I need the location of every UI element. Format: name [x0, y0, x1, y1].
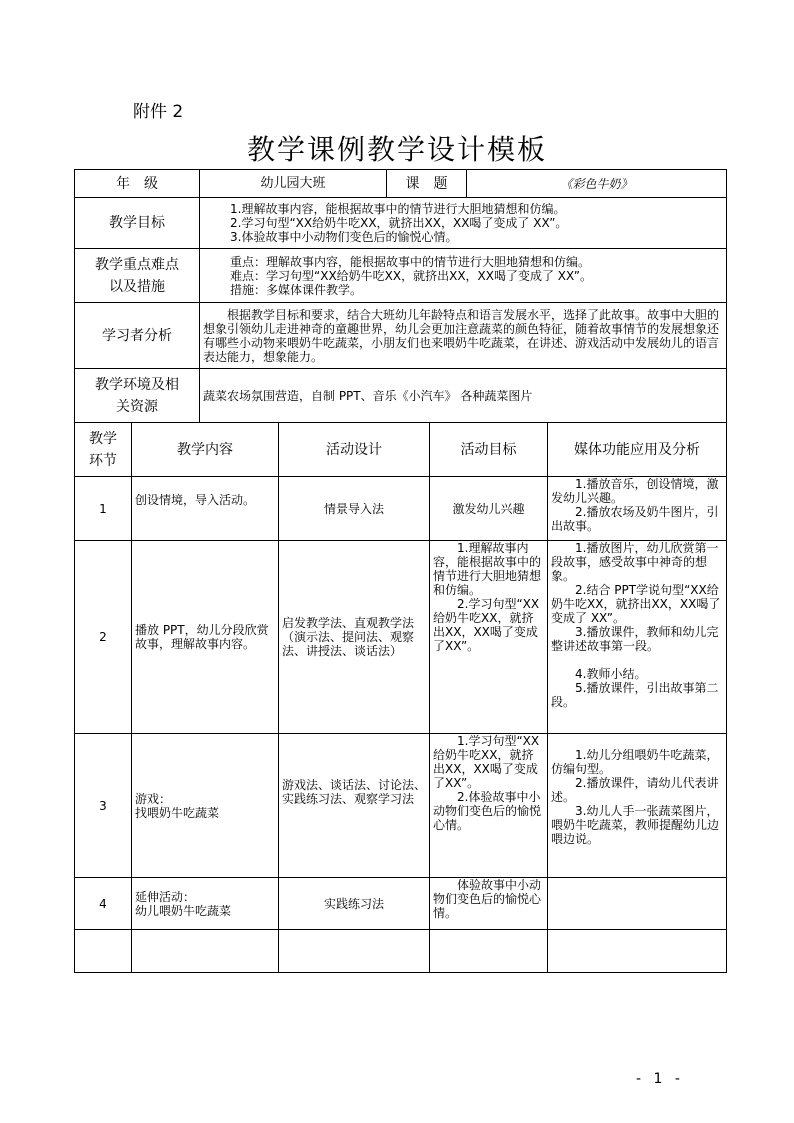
step-number: [75, 930, 132, 973]
step-design: [279, 930, 430, 973]
step-number: 4: [75, 878, 132, 930]
topic-label: 课 题: [387, 170, 467, 198]
step-number: 2: [75, 541, 132, 734]
step-media: 1.幼儿分组喂奶牛吃蔬菜，仿编句型。 2.播放课件，请幼儿代表讲述。 3.幼儿人手一张蔬菜图片，喂奶牛吃蔬菜，教师提醒幼儿边喂边说。: [548, 734, 727, 878]
environment-label: 教学环境及相 关资源: [75, 369, 200, 423]
keypoints-row: [75, 249, 727, 303]
goal-item: 3.体验故事中小动物们变色后的愉悦心情。: [230, 230, 458, 244]
lesson-plan-table: [74, 169, 726, 973]
learner-row: [75, 303, 727, 369]
environment-row: [75, 369, 727, 423]
step-design: 游戏法、谈话法、讨论法、实践练习法、观察学习法: [279, 734, 430, 878]
step-row: [75, 477, 727, 541]
keypoints-label: 教学重点难点 以及措施: [75, 249, 200, 303]
step-media: [548, 930, 727, 973]
step-content: 创设情境，导入活动。: [132, 477, 279, 541]
goals-cell: [200, 198, 727, 249]
step-goal: [430, 930, 548, 973]
step-row: [75, 541, 727, 734]
environment-text: 蔬菜农场氛围营造，自制 PPT、音乐《小汽车》 各种蔬菜图片: [200, 369, 727, 423]
step-media: [548, 878, 727, 930]
step-content: [132, 930, 279, 973]
goals-row: [75, 198, 727, 249]
page-number: - 1 -: [636, 1071, 684, 1087]
document-title: 教学课例教学设计模板: [246, 133, 547, 166]
grade-label: 年 级: [75, 170, 200, 198]
step-design: 启发教学法、直观教学法（演示法、提问法、观察法、讲授法、谈话法）: [279, 541, 430, 734]
keypoints-cell: [200, 249, 727, 303]
learner-text: 根据教学目标和要求，结合大班幼儿年龄特点和语言发展水平，选择了此故事。故事中大胆的想象引领幼儿走进神奇的童趣世界，幼儿会更加注意蔬菜的颜色特征，随着故事情节的发展想象还有哪些小动物来喂奶牛吃蔬菜，小朋友们也来喂奶牛吃蔬菜，在讲述、游戏活动中发展幼儿的语言表达能力，想象能力。: [200, 303, 727, 369]
step-number: 3: [75, 734, 132, 878]
header-step: 教学 环节: [75, 423, 132, 477]
step-content: 游戏： 找喂奶牛吃蔬菜: [132, 734, 279, 878]
step-content: 延伸活动： 幼儿喂奶牛吃蔬菜: [132, 878, 279, 930]
goal-item: 2.学习句型“XX给奶牛吃XX，就挤出XX，XX喝了变成了 XX”。: [230, 216, 568, 230]
info-table: [74, 169, 727, 423]
keypoint-item: 难点：学习句型“XX给奶牛吃XX，就挤出XX，XX喝了变成了 XX”。: [230, 268, 592, 283]
step-media: 1.播放图片，幼儿欣赏第一段故事，感受故事中神奇的想象。 2.结合 PPT学说句型“XX给奶牛吃XX，就挤出XX，XX喝了变成了 XX”。 3.播放课件，教师和幼儿完整讲述故事第一段。 4.教师小结。 5.播放课件，引出故事第二段。: [548, 541, 727, 734]
header-design: 活动设计: [279, 423, 430, 477]
step-goal: 激发幼儿兴趣: [430, 477, 548, 541]
step-row-empty: [75, 930, 727, 973]
step-design: 情景导入法: [279, 477, 430, 541]
goals-label: 教学目标: [75, 198, 200, 249]
topic-value: 《彩色牛奶》: [467, 170, 727, 198]
header-content: 教学内容: [132, 423, 279, 477]
annex-label: 附件 2: [133, 102, 184, 122]
step-goal: 体验故事中小动物们变色后的愉悦心情。: [430, 878, 548, 930]
step-goal: 1.学习句型“XX给奶牛吃XX，就挤出XX，XX喝了变成了XX”。 2.体验故事中小动物们变色后的愉悦心情。: [430, 734, 548, 878]
steps-header-row: [75, 423, 727, 477]
step-goal: 1.理解故事内容，能根据故事中的情节进行大胆地猜想和仿编。 2.学习句型“XX给奶牛吃XX，就挤出XX，XX喝了变成了XX”。: [430, 541, 548, 734]
learner-label: 学习者分析: [75, 303, 200, 369]
step-row: [75, 878, 727, 930]
step-media: 1.播放音乐，创设情境，激发幼儿兴趣。 2.播放农场及奶牛图片，引出故事。: [548, 477, 727, 541]
step-row: [75, 734, 727, 878]
step-content: 播放 PPT，幼儿分段欣赏故事，理解故事内容。: [132, 541, 279, 734]
steps-table: [74, 422, 727, 973]
header-media: 媒体功能应用及分析: [548, 423, 727, 477]
header-goal: 活动目标: [430, 423, 548, 477]
goal-item: 1.理解故事内容，能根据故事中的情节进行大胆地猜想和仿编。: [230, 202, 566, 216]
step-number: 1: [75, 477, 132, 541]
grade-topic-row: [75, 170, 727, 198]
keypoint-item: 措施：多媒体课件教学。: [230, 282, 363, 297]
step-design: 实践练习法: [279, 878, 430, 930]
grade-value: 幼儿园大班: [200, 170, 387, 198]
keypoint-item: 重点：理解故事内容，能根据故事中的情节进行大胆地猜想和仿编。: [230, 254, 591, 269]
